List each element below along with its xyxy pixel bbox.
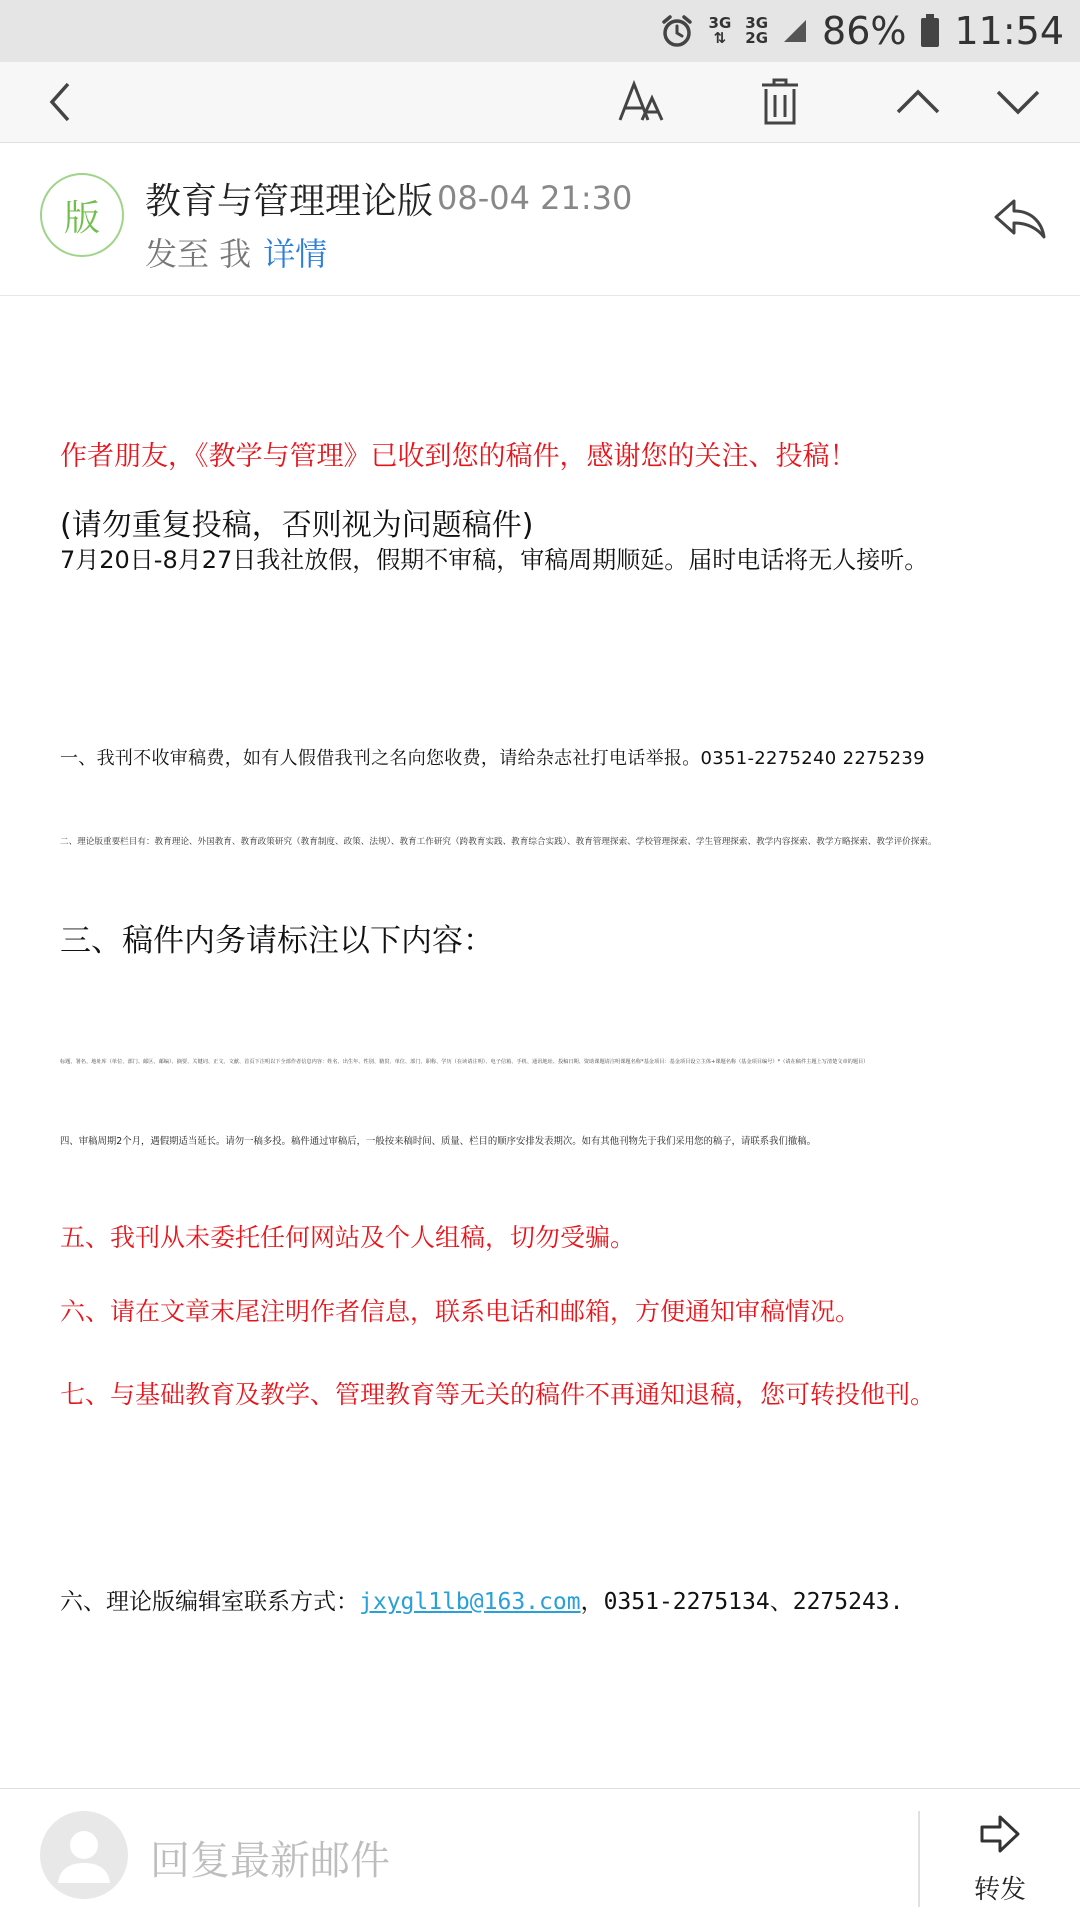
clock: 11:54 xyxy=(954,9,1064,53)
notice-received: 作者朋友，《教学与管理》已收到您的稿件，感谢您的关注、投稿！ xyxy=(60,441,857,472)
recipient-label: 发至 我 xyxy=(145,235,252,273)
network-indicator-1 xyxy=(709,16,732,46)
network-indicator-2 xyxy=(745,16,768,46)
signal-icon xyxy=(782,18,808,44)
sender-avatar[interactable]: 版 xyxy=(40,173,124,257)
reply-input[interactable]: 回复最新邮件 xyxy=(150,1838,390,1884)
contact-prefix: 六、理论版编辑室联系方式： xyxy=(60,1589,359,1615)
notice-no-agents: 五、我刊从未委托任何网站及个人组稿，切勿受骗。 xyxy=(60,1223,636,1252)
network-2-bottom-label: 2G xyxy=(745,29,769,47)
person-icon xyxy=(40,1811,128,1899)
notice-no-fee: 一、我刊不收审稿费，如有人假借我刊之名向您收费，请给杂志社打电话举报。0351-2275240 2275239 xyxy=(60,748,925,769)
reply-icon xyxy=(992,195,1048,243)
chevron-up-icon xyxy=(894,86,942,118)
user-avatar xyxy=(40,1811,128,1899)
notice-author-info: 六、请在文章末尾注明作者信息，联系电话和邮箱，方便通知审稿情况。 xyxy=(60,1297,861,1326)
sender-name: 教育与管理理论版 xyxy=(145,181,434,222)
details-link[interactable]: 详情 xyxy=(263,235,328,273)
notice-unrelated: 七、与基础教育及教学、管理教育等无关的稿件不再通知退稿，您可转投他刊。 xyxy=(60,1380,936,1409)
font-size-icon xyxy=(616,78,668,126)
font-size-button[interactable] xyxy=(602,62,682,142)
contact-phones: ，0351-2275134、2275243. xyxy=(580,1589,904,1615)
notice-no-duplicate: (请勿重复投稿，否则视为问题稿件) xyxy=(60,508,534,543)
back-button[interactable] xyxy=(20,62,100,142)
notice-contact xyxy=(60,1583,904,1616)
reply-button[interactable] xyxy=(992,195,1048,243)
bottom-bar xyxy=(0,1788,1080,1921)
previous-mail-button[interactable] xyxy=(878,62,958,142)
mail-header xyxy=(0,143,1080,296)
delete-button[interactable] xyxy=(740,62,820,142)
notice-required-fields: 标题、署名、地址库（单位、部门、邮区、邮编）、摘要、关键词、正文、文献、首页下注明以下全部作者信息内容：姓名、出生年、性别、籍贯、单位、部门、职称、学历（在读请注明）、电子信箱、手机、通讯地址、投稿日期、资助课题请注明课题名称*基金项目：基金项目设立主体+课题名称（基金项目编号）*（请在稿件主题上写清楚文章的题目） xyxy=(60,1059,869,1065)
battery-percent: 86% xyxy=(822,9,907,53)
network-2-top-label: 3G xyxy=(745,14,769,32)
mail-date: 08-04 21:30 xyxy=(437,179,633,217)
notice-section-3-heading: 三、稿件内务请标注以下内容： xyxy=(60,923,494,959)
notice-review-period: 四、审稿周期2个月，遇假期适当延长。请勿一稿多投。稿件通过审稿后，一般按来稿时间、质量、栏目的顺序安排发表期次。如有其他刊物先于我们采用您的稿子，请联系我们撤稿。 xyxy=(60,1136,816,1147)
divider xyxy=(918,1811,920,1907)
trash-icon xyxy=(758,77,802,127)
notice-holiday: 7月20日-8月27日我社放假，假期不审稿，审稿周期顺延。届时电话将无人接听。 xyxy=(60,546,929,574)
forward-label: 转发 xyxy=(973,1875,1026,1905)
data-arrows-icon: ⇅ xyxy=(713,29,727,47)
chevron-down-icon xyxy=(994,86,1042,118)
alarm-icon xyxy=(659,13,695,49)
status-bar xyxy=(0,0,1080,62)
network-1-label: 3G xyxy=(708,14,732,32)
notice-columns: 二、理论版重要栏目有：教育理论、外国教育、教育政策研究（教育制度、政策、法规）、教育工作研究（跨教育实践、教育综合实践）、教育管理探索、学校管理探索、学生管理探索、教学内容探索、教学方略探索、教学评价探索。 xyxy=(60,837,937,847)
battery-icon xyxy=(920,14,940,48)
email-link[interactable]: jxygl1lb@163.com xyxy=(359,1589,581,1615)
recipient-line xyxy=(145,229,327,275)
next-mail-button[interactable] xyxy=(978,62,1058,142)
back-icon xyxy=(40,78,80,126)
forward-icon xyxy=(978,1813,1022,1855)
forward-button[interactable] xyxy=(940,1789,1060,1921)
mail-toolbar xyxy=(0,62,1080,143)
